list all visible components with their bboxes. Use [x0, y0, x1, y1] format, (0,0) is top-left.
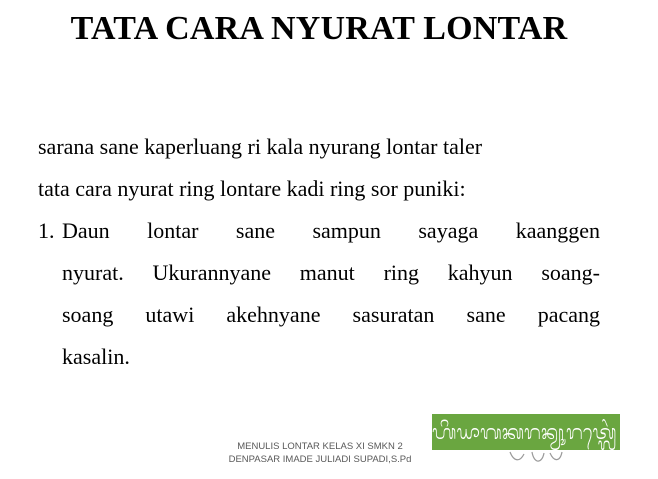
intro-line-1: sarana sane kaperluang ri kala nyurang lontar taler: [38, 134, 483, 159]
list-item-line-4: kasalin.: [62, 344, 130, 369]
list-item-line-3: soang utawi akehnyane sasuratan sane pacang: [62, 302, 600, 327]
slide-title: TATA CARA NYURAT LONTAR: [70, 10, 568, 47]
balinese-script-badge: ᬳᬶᬬᬵᬕᬓᬭᬦ᭄ᬬᬸᬭᬢ᭄ᬮᬾᬂᬧᬓᬶ: [432, 414, 620, 450]
list-item-line-2: nyurat. Ukurannyane manut ring kahyun soang-: [62, 260, 600, 285]
slide-footer: [200, 440, 440, 466]
list-number: 1.: [38, 218, 55, 243]
footer-line-1: MENULIS LONTAR KELAS XI SMKN 2: [237, 441, 403, 452]
intro-line-2: tata cara nyurat ring lontare kadi ring sor puniki:: [38, 176, 466, 201]
list-item-line-1: Daun lontar sane sampun sayaga kaanggen: [62, 218, 600, 243]
slide-body: [38, 126, 600, 378]
list-item-1: [38, 210, 600, 252]
footer-line-2: DENPASAR IMADE JULIADI SUPADI,S.Pd: [228, 454, 412, 465]
script-flourish-icon: [506, 450, 566, 466]
